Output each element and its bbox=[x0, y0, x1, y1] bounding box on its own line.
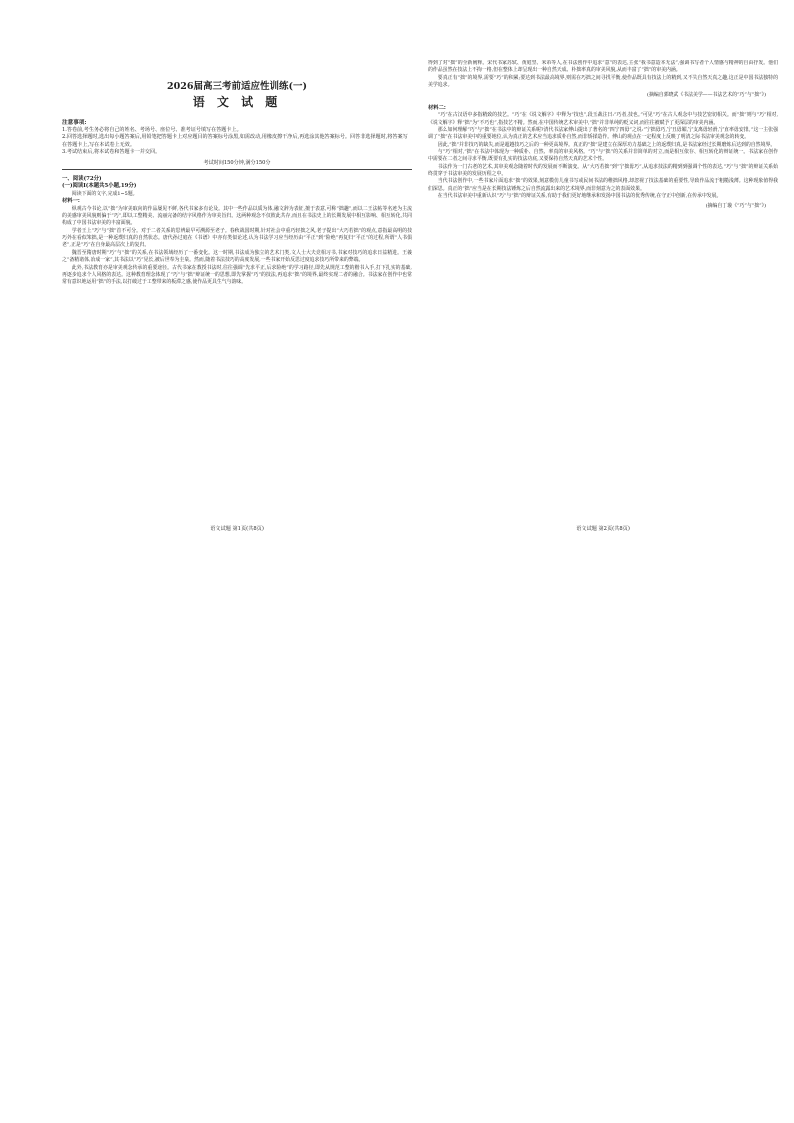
page-right-column bbox=[428, 60, 778, 525]
page-left-column bbox=[62, 60, 412, 525]
notice-item-3: 3.考试结束后,将本试卷和答题卡一并交回。 bbox=[62, 149, 161, 156]
notice-label: 注意事项: bbox=[62, 120, 87, 126]
page-footer-left: 语文试题 第1页(共8页) bbox=[210, 526, 264, 532]
subsection-heading: (一)阅读Ⅰ(本题共5小题,19分) bbox=[62, 183, 137, 190]
paragraph: 此外,书法教育亦是审美观念传承的重要途径。古代书家在教授书法时,往往强调“先求平正,后求险绝”的学习路径,即先从规范工整的楷书入手,打下扎实的基础,再逐步追求个人风格的表达。这种教育理念体现了“巧”与“拙”辩证统一的思想,即先掌握“巧”的技法,再追求“拙”的境界,最终实现二者的融合。书法家在创作中也常常有意识地运用“拙”的手法,以打破过于工整带来的板滞之感,使作品更具生气与韵味。 bbox=[62, 264, 412, 286]
section-heading: 一、阅读(72分) bbox=[62, 175, 102, 182]
paragraph: 那么如何理解“巧”与“拙”在书法中的辩证关系呢?清代书法家傅山提出了著名的“四宁四毋”之说:“宁拙毋巧,宁丑毋媚,宁支离毋轻滑,宁直率毋安排。”这一主张强调了“拙”在书法审美中的重要地位,认为真正的艺术应当追求质朴自然,而非矫揉造作。傅山的观点在一定程度上反映了明清之际书法审美观念的转变。 bbox=[428, 127, 778, 141]
paragraph: 在当代书法审美中重新认识“巧”与“拙”的辩证关系,有助于我们更好地继承和发扬中国书法的优秀传统,在守正中创新,在传承中发展。 bbox=[437, 193, 722, 200]
paragraph: 学者王上“巧”与“拙”首不可分。对于二者关系的思辨最早可溯源至老子。春秋战国时期,针对社会中重巧轻拙之风,老子提出“大巧若拙”的观点,意指最高明的技巧外在看似笨拙,是一种返璞归真的自然状态。唐代孙过庭在《书谱》中亦有类似论述,认为书法学习应当经历由“平正”到“险绝”再复归“平正”的过程,所谓“人书俱老”,正是“巧”在自身最高层次上的复归。 bbox=[62, 227, 412, 249]
exam-info: 考试时间150分钟,满分150分 bbox=[203, 159, 271, 166]
source-citation: (摘编自郭晓武《书法美学——书法艺术的“巧”与“拙”》) bbox=[647, 92, 766, 99]
paragraph: 要真正有“拙”的境界,需要“巧”的积累;要达到书法最高境界,则需在巧拙之间寻找平衡,使作品既具有技法上的精到,又不失自然天真之趣,这正是中国书法独特的美学追求。 bbox=[428, 74, 778, 89]
exam-subtitle: 语 文 试 题 bbox=[192, 95, 282, 109]
paragraph: 纵观古今书论,以“拙”为审美取向的作品屡见不鲜,各代书家多有论及。其中一些作品以质为体,融文辞为表征,擅于表意,可称“拙趣”,而以二王法帖等名迹为主流的美感审美风貌则偏于“巧”,即以工整精美、流丽完备的结字风格作为审美旨归。这两种观念不仅彼此共存,而且在书法史上的长期发展中相互影响、相互转化,共同构成了中国书法审美的丰富面貌。 bbox=[62, 205, 412, 227]
instruction: 阅读下面的文字,完成1~5题。 bbox=[71, 190, 138, 197]
notice-item-1: 1.答卷前,考生务必将自己的姓名、考场号、座位号、准考证号填写在答题卡上。 bbox=[62, 127, 242, 133]
material-label: 材料一: bbox=[62, 198, 80, 205]
paragraph: 得到了对“拙”的全新阐释。宋代书家苏轼、黄庭坚、米芾等人,在书法创作中追求“意”的表达,主张“我书意造本无法”,强调书写者个人情感与精神的自由抒发。他们的作品虽然在技法上不拘一格,但在整体上却呈现出一种自然天成、朴拙率真的审美风貌,从而丰富了“拙”的审美内涵。 bbox=[428, 60, 778, 74]
exam-title: 2026届高三考前适应性训练(一) bbox=[167, 81, 307, 92]
notice-item-2: 2.回答选择题时,选出每小题答案后,用铅笔把答题卡上对应题目的答案标号涂黑,如需改动,用橡皮擦干净后,再选涂其他答案标号。回答非选择题时,将答案写在答题卡上,写在本试卷上无效。 bbox=[62, 134, 408, 148]
paragraph: “巧”在古汉语中多指精致的技艺。“巧”在《说文解字》中释为“技也”,段玉裁注曰:“巧者,技也。”可见“巧”在古人观念中与技艺密切相关。而“拙”则与“巧”相对,《说文解字》释“拙”为“不巧也”,指技艺不精。然而,在中国传统艺术审美中,“拙”并非单纯的贬义词,而往往被赋予了更深层的审美内涵。 bbox=[428, 112, 778, 126]
paragraph: 与“巧”相对,“拙”在书法中体现为一种质朴、自然、率真的审美风格。“巧”与“拙”的关系并非简单的对立,而是相互依存、相互转化的辩证统一。书法家在创作中需要在二者之间寻求平衡,既要有扎实的技法功底,又要保持自然天真的艺术个性。 bbox=[428, 149, 778, 163]
paragraph: 书法作为一门古老的艺术,其审美观念随着时代的发展而不断演变。从“大巧若拙”到“宁拙毋巧”,从追求技法的精到到强调个性的表达,“巧”与“拙”的辩证关系始终贯穿于书法审美的发展历程之中。 bbox=[428, 163, 778, 178]
source-citation: (摘编自丁璇《“巧”与“拙”》) bbox=[705, 203, 766, 210]
divider bbox=[62, 169, 412, 170]
paragraph: 魏晋至隋唐时期“巧”与“拙”的关系,在书法领域经历了一番变化。这一时期,书法成为独立的艺术门类,文人士大夫竞相习书,书家对技巧的追求日益精进。王羲之“备精诸体,冶成一家”,其书法以“巧”见长,被后世奉为圭臬。然而,随着书法技巧的高度发展,一些书家开始反思过度追求技巧所带来的弊端。 bbox=[62, 249, 412, 264]
material-label: 材料二: bbox=[428, 104, 446, 111]
paragraph: 当代书法创作中,一些书家片面追求“拙”的效果,刻意模仿儿童书写或民间书法的稚拙风格,却忽视了技法基础的重要性,导致作品流于粗糙浅薄。这种现象值得我们深思。真正的“拙”应当是在长期技法锤炼之后自然流露出来的艺术境界,而非刻意为之的表面效果。 bbox=[428, 178, 778, 192]
page-footer-right: 语文试题 第2页(共8页) bbox=[576, 526, 630, 532]
paragraph: 因此,“拙”并非技巧的缺失,而是超越技巧之后的一种更高境界。真正的“拙”是建立在深厚功力基础之上的返璞归真,是书法家经过长期磨炼后达到的自然境界。 bbox=[437, 141, 776, 148]
